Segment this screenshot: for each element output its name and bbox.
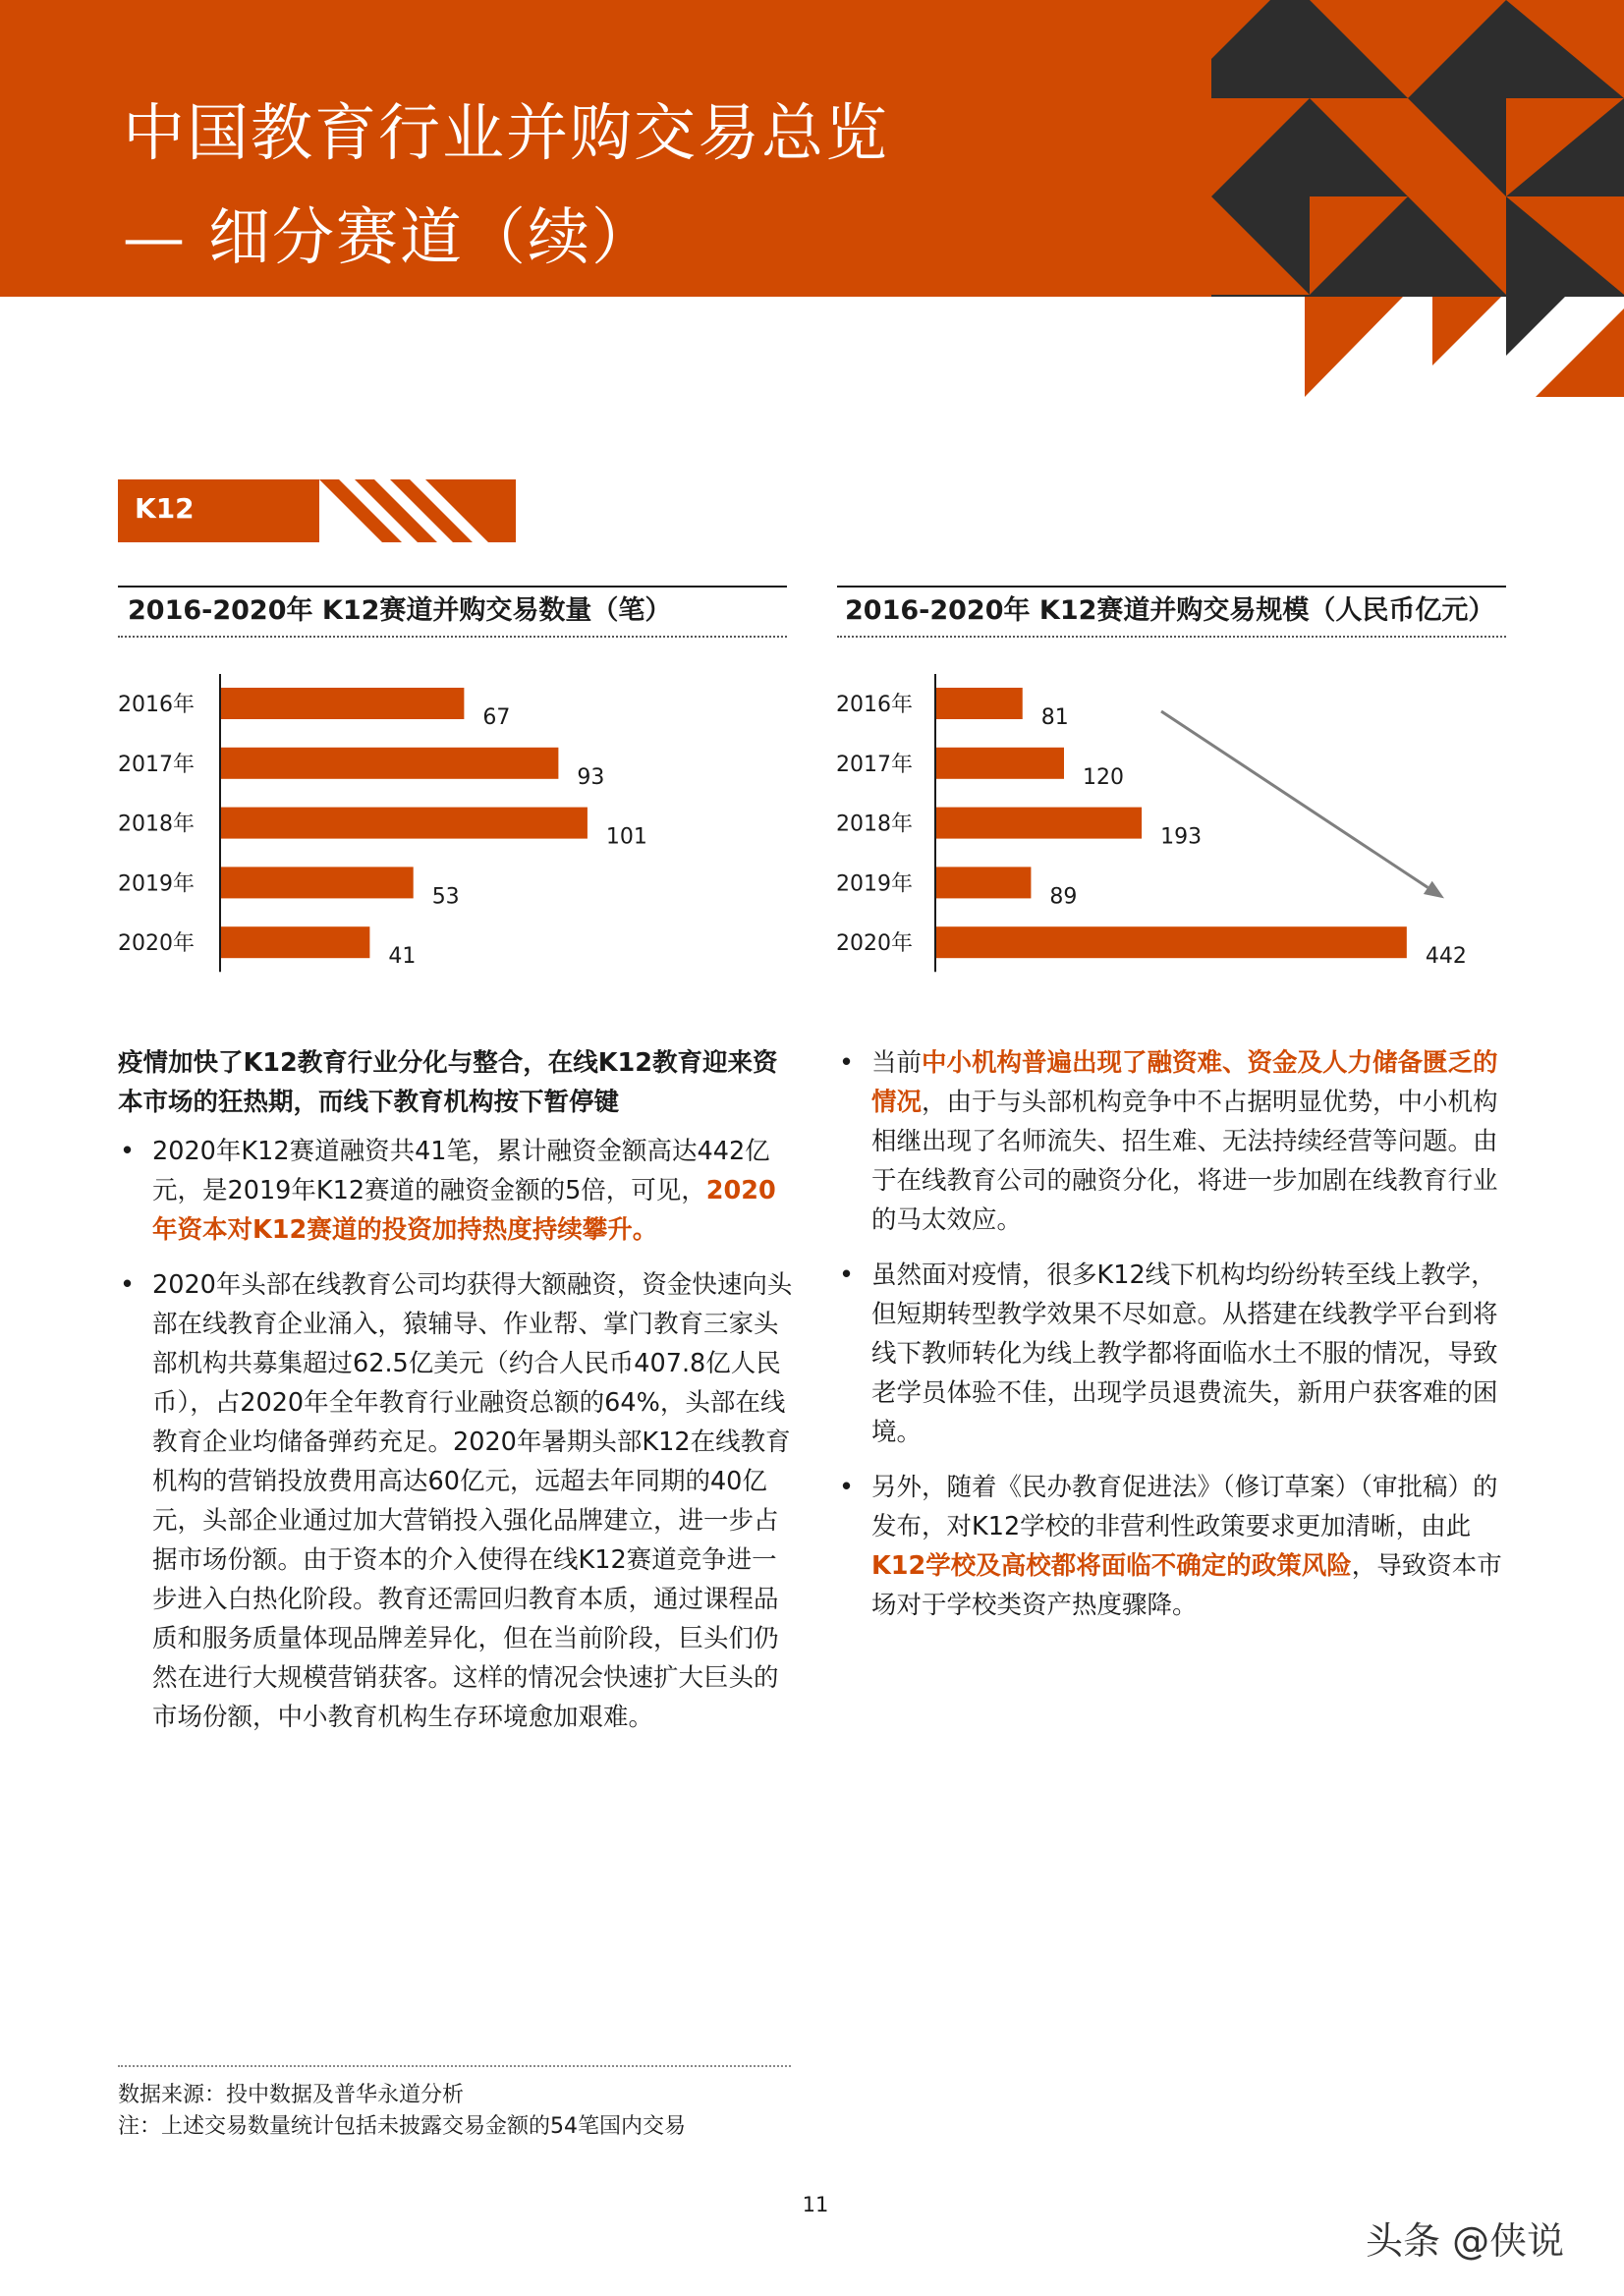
- bullet-text: 2020年K12赛道融资共41笔，累计融资金额高达442亿元，是2019年K12赛道的融资金额的5倍，可见，: [152, 1137, 770, 1205]
- data-label: 120: [1083, 764, 1124, 790]
- footer-rule: [118, 2065, 791, 2067]
- bullet-text: 当前: [871, 1048, 923, 1078]
- bullet-highlight: K12学校及高校都将面临不确定的政策风险: [871, 1551, 1352, 1581]
- bullet-highlight: 2020年资本对K12赛道的投资加持热度持续攀升。: [152, 1176, 776, 1245]
- watermark: 头条 @侠说: [1366, 2219, 1565, 2263]
- page-subtitle: — 细分赛道（续）: [123, 201, 656, 273]
- footnote: 注：上述交易数量统计包括未披露交易金额的54笔国内交易: [118, 2114, 686, 2139]
- y-tick-label: 2017年: [118, 752, 195, 777]
- right-bullet-list: [837, 1043, 1515, 1625]
- data-label: 53: [431, 884, 460, 910]
- source-note: 数据来源：投中数据及普华永道分析: [118, 2083, 465, 2107]
- bar: [936, 867, 1031, 898]
- section-tag-label: K12: [135, 492, 195, 525]
- bullet-text: 2020年头部在线教育公司均获得大额融资，资金快速向头部在线教育企业涌入，猿辅导、作业帮、掌门教育三家头部机构共募集超过62.5亿美元（约合人民币407.8亿人民币），占2020年全年教育行业融资总额的64%，头部在线教育企业均储备弹药充足。2020年暑期头部K12在线教育机构的营销投放费用高达60亿元，远超去年同期的40亿元，头部企业通过加大营销投入强化品牌建立，进一步占据市场份额。由于资本的介入使得在线K12赛道竞争进一步进入白热化阶段。教育还需回归教育本质，通过课程品质和服务质量体现品牌差异化，但在当前阶段，巨头们仍然在进行大规模营销获客。这样的情况会快速扩大巨头的市场份额，中小教育机构生存环境愈加艰难。: [152, 1270, 793, 1732]
- y-tick-label: 2019年: [118, 871, 195, 897]
- bullet-text-suffix: ，由于与头部机构竞争中不占据明显优势，中小机构相继出现了名师流失、招生难、无法持续经营等问题。由于在线教育公司的融资分化，将进一步加剧在线教育行业的马太效应。: [871, 1088, 1498, 1235]
- right-column: [837, 1043, 1515, 1641]
- y-tick-label: 2018年: [118, 812, 195, 837]
- data-label: 67: [482, 705, 511, 730]
- bullet-dot-icon: •: [839, 1260, 855, 1290]
- bar: [936, 926, 1407, 958]
- list-item: [837, 1256, 1515, 1452]
- bullet-dot-icon: •: [120, 1137, 136, 1166]
- y-tick-label: 2016年: [836, 693, 913, 717]
- list-item: [118, 1265, 796, 1737]
- bar: [936, 748, 1064, 779]
- data-label: 101: [605, 824, 647, 850]
- data-label: 193: [1160, 824, 1203, 850]
- trend-arrow-head-icon: [1424, 881, 1444, 899]
- chart2-transaction-value: [0, 0, 1624, 982]
- y-tick-label: 2020年: [118, 931, 195, 957]
- bar: [936, 688, 1023, 719]
- y-tick-label: 2018年: [836, 812, 913, 837]
- chart1-title: 2016-2020年 K12赛道并购交易数量（笔）: [128, 595, 672, 626]
- bullet-text-suffix: ，导致资本市场对于学校类资产热度骤降。: [871, 1551, 1502, 1620]
- list-item: [837, 1468, 1515, 1625]
- data-label: 93: [577, 764, 605, 790]
- y-tick-label: 2019年: [836, 871, 913, 897]
- list-item: [118, 1132, 796, 1250]
- bullet-highlight: 中小机构普遍出现了融资难、资金及人力储备匮乏的情况: [871, 1048, 1498, 1117]
- chart2-title: 2016-2020年 K12赛道并购交易规模（人民币亿元）: [845, 595, 1495, 626]
- y-tick-label: 2020年: [836, 931, 913, 957]
- y-tick-label: 2017年: [836, 752, 913, 777]
- bar: [936, 808, 1142, 839]
- data-label: 81: [1040, 705, 1069, 730]
- left-bullet-list: [118, 1132, 796, 1737]
- y-tick-label: 2016年: [118, 693, 195, 717]
- bullet-dot-icon: •: [839, 1473, 855, 1502]
- data-label: 41: [388, 944, 417, 970]
- data-label: 442: [1425, 944, 1467, 970]
- left-lead-paragraph: 疫情加快了K12教育行业分化与整合，在线K12教育迎来资本市场的狂热期，而线下教育机构按下暂停键: [118, 1048, 778, 1117]
- bullet-text: 另外，随着《民办教育促进法》（修订草案）（审批稿）的发布，对K12学校的非营利性政策要求更加清晰，由此: [871, 1473, 1498, 1541]
- bullet-dot-icon: •: [839, 1048, 855, 1078]
- left-column: [118, 1043, 796, 1753]
- trend-arrow-line: [1161, 711, 1428, 887]
- page-number: 11: [802, 2193, 829, 2216]
- bullet-text: 虽然面对疫情，很多K12线下机构均纷纷转至线上教学，但短期转型教学效果不尽如意。从搭建在线教学平台到将线下教师转化为线上教学都将面临水土不服的情况，导致老学员体验不佳，出现学员退费流失，新用户获客难的困境。: [871, 1260, 1498, 1447]
- list-item: [837, 1043, 1515, 1240]
- data-label: 89: [1049, 884, 1078, 910]
- page-title: 中国教育行业并购交易总览: [123, 97, 889, 169]
- bullet-dot-icon: •: [120, 1270, 136, 1300]
